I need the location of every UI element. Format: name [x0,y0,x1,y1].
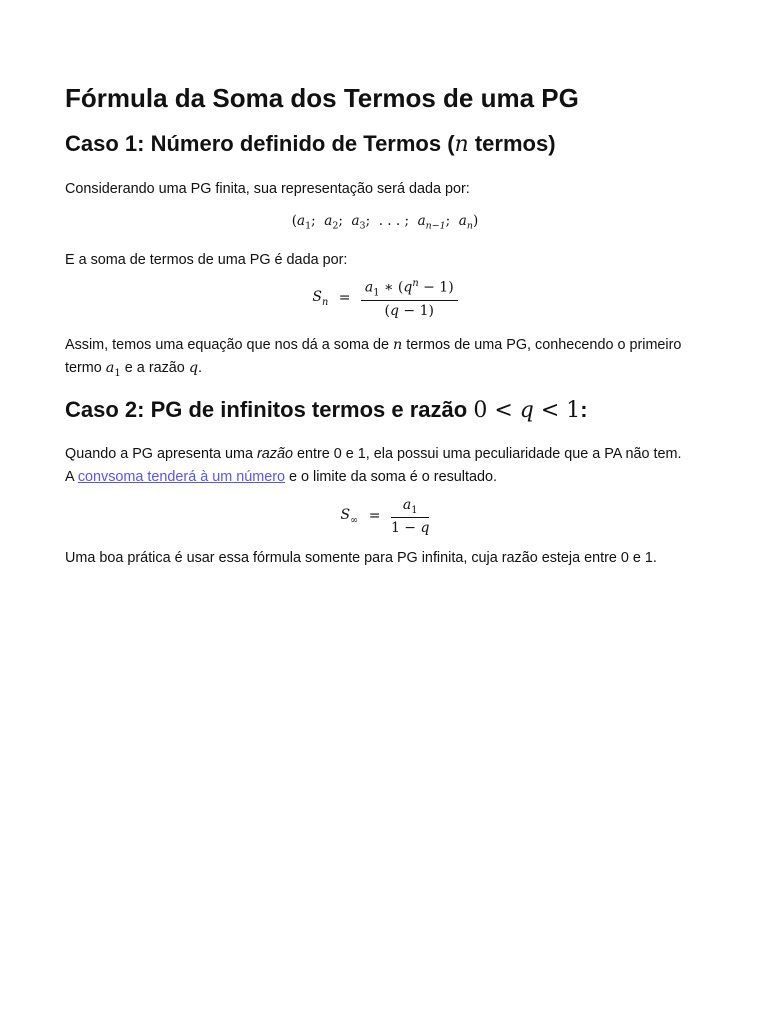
case2-para2-pre: A [65,468,78,485]
inf-denominator [391,518,430,536]
inf-num-a-sub: 1 [411,504,418,516]
conclusion-mid2: e a razão [120,359,189,376]
sum-num-a-sub: 1 [373,287,380,299]
conclusion-end: . [198,359,203,376]
article-content [65,78,705,570]
seq-an1-sub: n−1 [425,220,446,232]
seq-sep3: ; [445,213,459,229]
inf-numerator [391,497,430,519]
case2-heading-math-1: < 1 [533,397,581,423]
seq-an1: a [417,213,426,229]
seq-an: a [458,213,467,229]
case2-heading-pre: Caso 2: PG de infinitos termos e razão [65,396,474,422]
case1-heading-post: termos) [468,131,556,156]
case1-conclusion [65,334,705,385]
sum-num-q: q [403,279,413,296]
case1-heading [65,127,705,162]
sum-numerator [361,278,458,301]
inf-den-q: q [420,520,430,537]
inf-eq: = [364,508,385,525]
sum-intro: E a soma de termos de uma PG é dada por: [65,251,348,268]
case2-para2-post: e o limite da soma é o resultado. [285,468,497,485]
conclusion-n: n [392,336,403,353]
case2-heading-math-q: q [519,397,534,423]
case2-heading [65,393,705,428]
conclusion-q: q [188,359,199,376]
sum-formula [65,278,705,328]
sum-den-q: q [390,303,399,320]
sum-num-op: ∗ ( [379,279,404,296]
seq-open: ( [291,213,298,229]
case2-para1-em: razão [257,445,293,462]
sum-lhs-sub: n [321,296,329,308]
seq-a3-sub: 3 [359,220,366,232]
seq-dots: ; . . . ; [365,213,418,229]
inf-lhs-s: S [340,507,351,524]
case1-intro: Considerando uma PG finita, sua representação será dada por: [65,181,470,197]
sum-lhs [312,289,328,308]
seq-a1-sub: 1 [305,220,312,232]
case1-heading-pre: Caso 1: Número definido de Termos ( [65,131,455,156]
seq-a2-sub: 2 [332,220,339,232]
sequence-formula [65,209,705,239]
seq-a1: a [297,213,306,229]
conclusion-pre: Assim, temos uma equação que nos dá a soma de [65,336,393,353]
case2-paragraph [65,443,705,489]
sum-den-open: ( [384,303,391,320]
sum-num-end: − 1) [418,279,454,296]
sum-lhs-s: S [312,289,322,306]
case2-heading-post: : [580,396,588,422]
seq-close: ) [472,213,479,229]
sum-num-a: a [364,279,374,296]
page-title: Fórmula da Soma dos Termos de uma PG [65,83,579,113]
inf-lhs-sub: ∞ [350,514,359,526]
case2-para1-post: entre 0 e 1, ela possui uma peculiaridade que a PA não tem. [293,445,682,462]
infinite-sum-formula [65,497,705,539]
conclusion-mid: termos de uma PG, conhecendo o primeiro termo [65,336,682,376]
seq-a3: a [351,213,360,229]
seq-an-sub: n [466,220,473,232]
inf-den-1: 1 − [390,520,421,537]
case2-heading-math-0: 0 < [473,397,520,423]
case2-para1-pre: Quando a PG apresenta uma [65,445,257,462]
sum-eq: = [334,290,355,307]
conclusion-a-sub: 1 [114,367,121,379]
seq-a2: a [324,213,333,229]
case1-heading-var: n [454,132,469,157]
inf-fraction [391,497,430,537]
conclusion-a: a [105,359,115,376]
sum-denominator [361,301,458,319]
seq-sep2: ; [338,213,352,229]
closing-paragraph: Uma boa prática é usar essa fórmula somente para PG infinita, cuja razão esteja entre 0 e 1. [65,549,657,566]
inf-num-a: a [402,496,412,513]
sum-num-q-sup: n [412,277,419,289]
seq-sep1: ; [311,213,325,229]
sum-fraction [361,278,458,319]
inf-lhs [341,507,359,526]
convsoma-link[interactable]: convsoma tenderá à um número [77,468,285,485]
sum-den-end: − 1) [398,303,434,320]
